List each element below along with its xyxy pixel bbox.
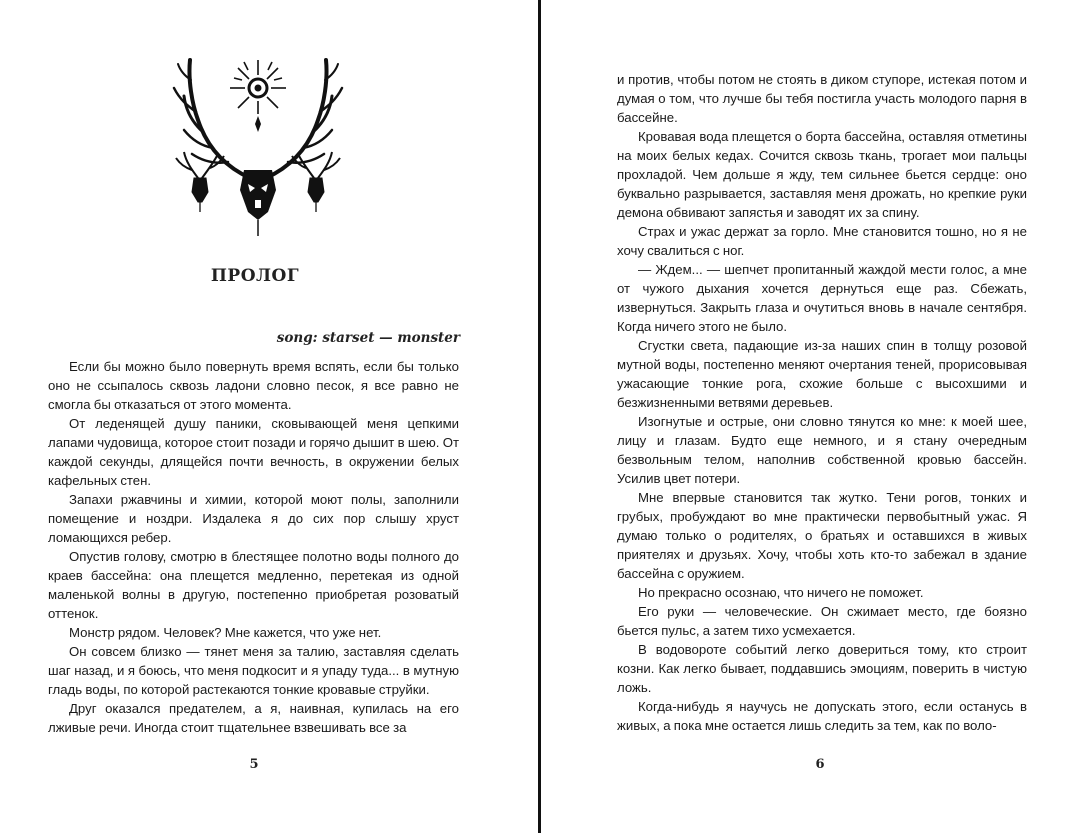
sun-sigil-icon <box>230 60 286 132</box>
song-epigraph: song: starset — monster <box>276 330 460 346</box>
paragraph-continuation: и против, чтобы потом не стоять в диком ступоре, истекая потом и думая о том, что лучше бы тебя постигла участь молодого парня в бассейне. <box>617 72 1027 125</box>
page-number: 6 <box>815 757 825 772</box>
right-page <box>541 0 1077 833</box>
paragraph: Запахи ржавчины и химии, которой моют полы, заполнили помещение и ноздри. Издалека я до сих пор слышу хруст ломающихся ребер. <box>48 492 459 545</box>
paragraph: В водовороте событий легко довериться тому, кто строит козни. Как легко бывает, поддавшись эмоциям, поверить в чистую ложь. <box>617 642 1027 695</box>
paragraph: Друг оказался предателем, а я, наивная, купилась на его лживые речи. Иногда стоит тщательнее взвешивать все за <box>48 701 459 735</box>
chapter-title: ПРОЛОГ <box>210 266 300 286</box>
antlers-emblem-icon <box>158 50 358 240</box>
paragraph: Когда-нибудь я научусь не допускать этого, если останусь в живых, а пока мне остается лишь следить за тем, как по воло- <box>617 699 1027 733</box>
paragraph: Изогнутые и острые, они словно тянутся ко мне: к моей шее, лицу и глазам. Будто еще немного, и я стану очередным безвольным телом, наполнив собственной кровью бассейн. Усилив цвет потери. <box>617 414 1027 486</box>
paragraph: Страх и ужас держат за горло. Мне становится тошно, но я не хочу свалиться с ног. <box>617 224 1027 258</box>
paragraph: Кровавая вода плещется о борта бассейна, оставляя отметины на моих белых кедах. Сочится сквозь ткань, трогает мои пальцы прохладой. Чем дольше я жду, тем сильнее бьется сердце: оно буквально разрывается, заставляя меня дрожать, но крепкие руки демона обвивают запястья и заводят их за спину. <box>617 129 1027 220</box>
deer-skull-icon <box>240 170 276 236</box>
paragraph: Опустив голову, смотрю в блестящее полотно воды полного до краев бассейна: она плещется медленно, перетекая из одной маленькой волны в другую, постепенно приобретая розоватый оттенок. <box>48 549 459 621</box>
left-body-text <box>48 357 459 747</box>
paragraph: От леденящей душу паники, сковывающей меня цепкими лапами чудовища, которое стоит позади и горячо дышит в шею. От каждой секунды, длящейся почти вечность, в окружении белых кафельных стен. <box>48 416 459 488</box>
paragraph: Если бы можно было повернуть время вспять, если бы только оно не ссыпалось сквозь ладони словно песок, я все равно не смогла бы отказаться от этого момента. <box>48 359 459 412</box>
paragraph: Сгустки света, падающие из-за наших спин в толщу розовой мутной воды, постепенно меняют очертания теней, прорисовывая ужасающие тонкие рога, схожие больше с высохшими и безжизненными ветвями деревьев. <box>617 338 1027 410</box>
paragraph: Он совсем близко — тянет меня за талию, заставляя сделать шаг назад, и я боюсь, что меня подкосит и я упаду туда... в мутную гладь воды, по которой растекаются тонкие кровавые струйки. <box>48 644 459 697</box>
paragraph: Мне впервые становится так жутко. Тени рогов, тонких и грубых, пробуждают во мне практически первобытный ужас. Я думаю только о родителях, о братьях и оставшихся в живых приятелях и друзьях. Хочу, чтобы хоть кто-то забежал в здание бассейна с оружием. <box>617 490 1027 581</box>
page-number: 5 <box>249 757 259 772</box>
paragraph: Монстр рядом. Человек? Мне кажется, что уже нет. <box>69 625 382 640</box>
paragraph: Его руки — человеческие. Он сжимает место, где боязно бьется пульс, а затем тихо усмехается. <box>617 604 1027 638</box>
paragraph: — Ждем... — шепчет пропитанный жаждой мести голос, а мне от чужого дыхания хочется дернуться еще раз. Сбежать, извернуться. Закрыть глаза и очутиться вновь в начале сентября. Когда ничего этого не было. <box>617 262 1027 334</box>
left-page <box>0 0 538 833</box>
small-skull-left-icon <box>176 152 224 212</box>
paragraph: Но прекрасно осознаю, что ничего не поможет. <box>638 585 924 600</box>
small-skull-right-icon <box>292 152 340 212</box>
right-body-text <box>617 70 1027 750</box>
